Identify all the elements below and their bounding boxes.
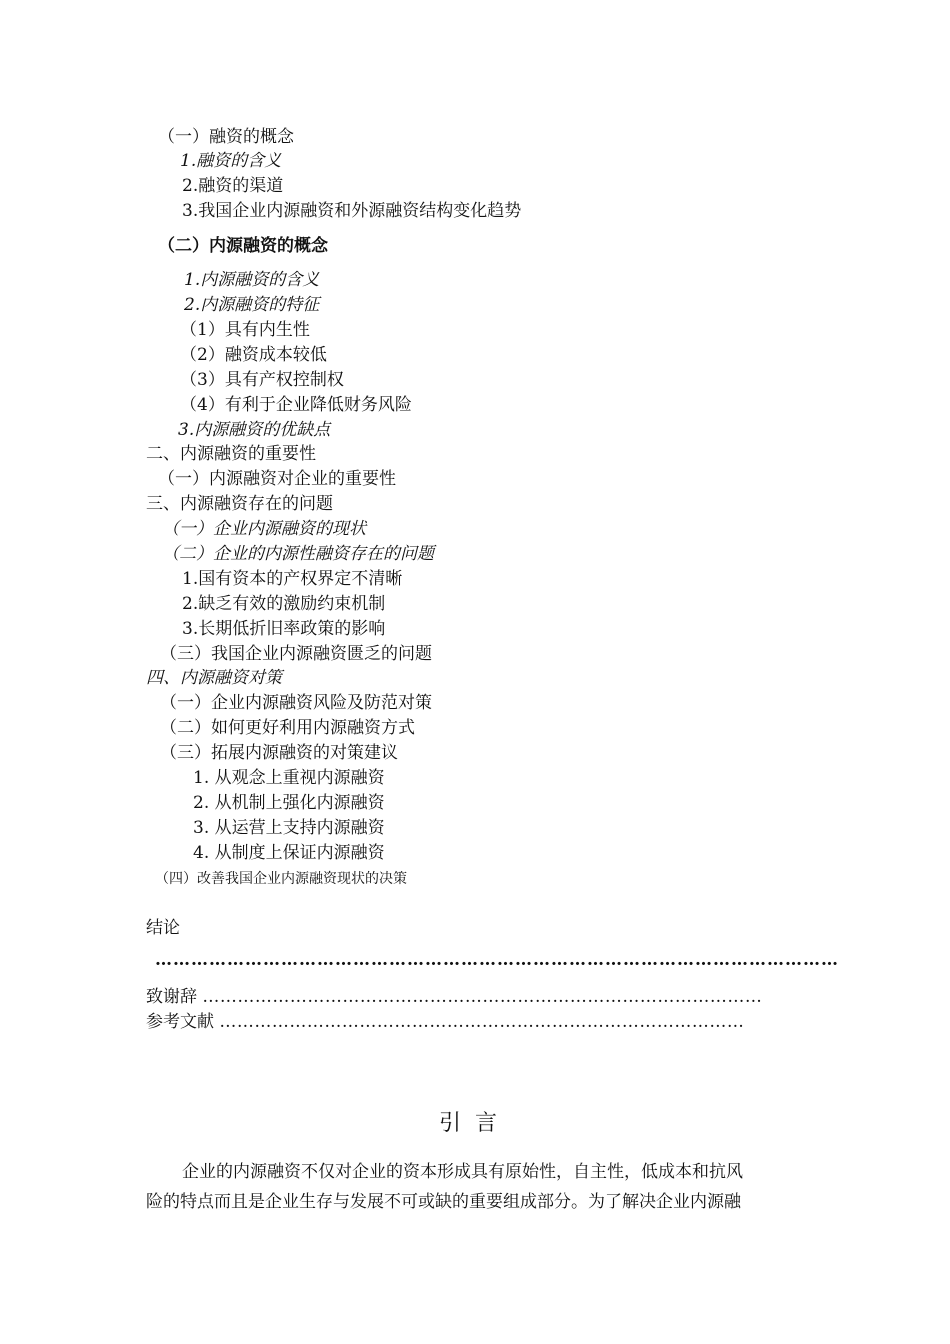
toc-item: （四）改善我国企业内源融资现状的决策 bbox=[155, 871, 407, 887]
toc-thanks-label: 致谢辞 bbox=[146, 987, 197, 1007]
toc-conclusion: 结论 bbox=[146, 918, 180, 938]
toc-item: （二）内源融资的概念 bbox=[158, 236, 328, 256]
toc-references bbox=[146, 1011, 786, 1033]
toc-item: 2. 从机制上强化内源融资 bbox=[193, 793, 385, 813]
toc-item: （一）内源融资对企业的重要性 bbox=[158, 469, 396, 489]
toc-item: 1.内源融资的含义 bbox=[184, 270, 320, 290]
toc-item: 3.长期低折旧率政策的影响 bbox=[182, 619, 386, 639]
toc-item: 三、内源融资存在的问题 bbox=[146, 494, 333, 514]
toc-item: 四、内源融资对策 bbox=[146, 668, 282, 688]
toc-item: （4）有利于企业降低财务风险 bbox=[180, 395, 412, 415]
toc-item: 3.内源融资的优缺点 bbox=[178, 420, 331, 440]
toc-item: 1.国有资本的产权界定不清晰 bbox=[182, 569, 403, 589]
toc-item: 2.融资的渠道 bbox=[182, 176, 284, 196]
toc-item: （一）企业内源融资风险及防范对策 bbox=[160, 693, 432, 713]
toc-item: （一）融资的概念 bbox=[158, 127, 294, 147]
toc-references-leader: ……………………………………………………………………………… bbox=[219, 1012, 745, 1032]
toc-item: （二）企业的内源性融资存在的问题 bbox=[162, 544, 434, 564]
toc-item: 3.我国企业内源融资和外源融资结构变化趋势 bbox=[182, 201, 522, 221]
toc-item: 二、内源融资的重要性 bbox=[146, 444, 316, 464]
toc-item: （二）如何更好利用内源融资方式 bbox=[160, 718, 415, 738]
toc-item: （2）融资成本较低 bbox=[180, 345, 327, 365]
toc-item: （1）具有内生性 bbox=[180, 320, 310, 340]
toc-item: （3）具有产权控制权 bbox=[180, 370, 344, 390]
toc-item: 4. 从制度上保证内源融资 bbox=[193, 843, 385, 863]
toc-item: 2.内源融资的特征 bbox=[184, 295, 320, 315]
toc-item: （一）企业内源融资的现状 bbox=[162, 519, 366, 539]
toc-thanks-leader: …………………………………………………………………………………… bbox=[202, 987, 763, 1007]
toc-thanks bbox=[146, 986, 786, 1008]
toc-item: 1. 从观念上重视内源融资 bbox=[193, 768, 385, 788]
toc-conclusion-leader: …………………………………………………………………………………………………… bbox=[155, 950, 839, 970]
intro-paragraph-line-2: 险的特点而且是企业生存与发展不可或缺的重要组成部分。为了解决企业内源融 bbox=[146, 1192, 741, 1212]
toc-item: 1.融资的含义 bbox=[180, 151, 282, 171]
toc-item: 3. 从运营上支持内源融资 bbox=[193, 818, 385, 838]
section-title-intro: 引言 bbox=[438, 1111, 511, 1136]
intro-paragraph-line-1: 企业的内源融资不仅对企业的资本形成具有原始性，自主性，低成本和抗风 bbox=[182, 1162, 743, 1182]
toc-item: （三）我国企业内源融资匮乏的问题 bbox=[160, 644, 432, 664]
toc-item: 2.缺乏有效的激励约束机制 bbox=[182, 594, 386, 614]
toc-item: （三）拓展内源融资的对策建议 bbox=[160, 743, 398, 763]
toc-references-label: 参考文献 bbox=[146, 1012, 214, 1032]
